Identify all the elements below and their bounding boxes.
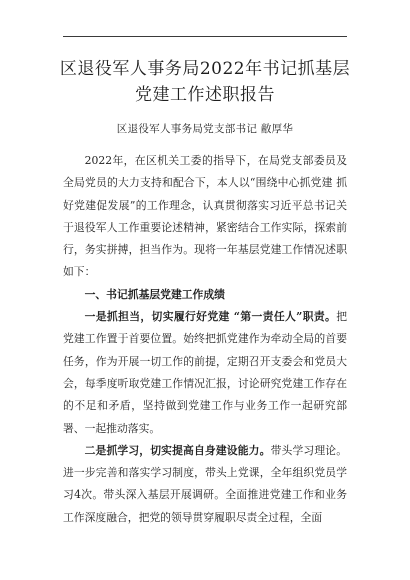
document-body <box>63 150 347 529</box>
point-1-lead: 一是抓担当，切实履行好党建 “第一责任人”职责。 <box>84 310 337 324</box>
author-line: 区退役军人事务局党支部书记 敝厚华 <box>116 123 294 135</box>
point-2-lead: 二是抓学习，切实提高自身建设能力。 <box>84 443 271 457</box>
top-divider <box>63 36 347 37</box>
point-1-body: 把党建工作置于首要位置。始终把抓党建作为牵动全局的首要任务，作为开展一切工作的前提，定期召开支委会和党员大会，每季度听取党建工作情况汇报，讨论研究党建工作存在的不足和矛盾，坚持做到党建工作与业务工作一起研究部署、一起推动落实。 <box>63 310 347 435</box>
document-title-line-1: 区退役军人事务局2022年书记抓基层 <box>59 59 351 79</box>
document-title-line-2: 党建工作述职报告 <box>135 85 275 105</box>
point-2-body: 带头学习理论。进一步完善和落实学习制度，带头上党课，全年组织党员学习4次。带头深入基层开展调研。全面推进党建工作和业务工作深度融合，把党的领导贯穿履职尽责全过程，全面 <box>63 443 348 524</box>
intro-paragraph: 2022年，在区机关工委的指导下，在局党支部委员及全局党员的大力支持和配合下，本人以“围绕中心抓党建 抓好党建促发展”的工作理念，认真贯彻落实习近平总书记关于退役军人工作重要论述精神，紧密结合工作实际，探索前行，务实拼搏，担当作为。现将一年基层党建工作情况述职如下： <box>63 154 347 279</box>
section-heading: 一、书记抓基层党建工作成绩 <box>84 287 225 301</box>
point-2-paragraph <box>63 440 347 529</box>
point-1-paragraph <box>63 306 347 440</box>
